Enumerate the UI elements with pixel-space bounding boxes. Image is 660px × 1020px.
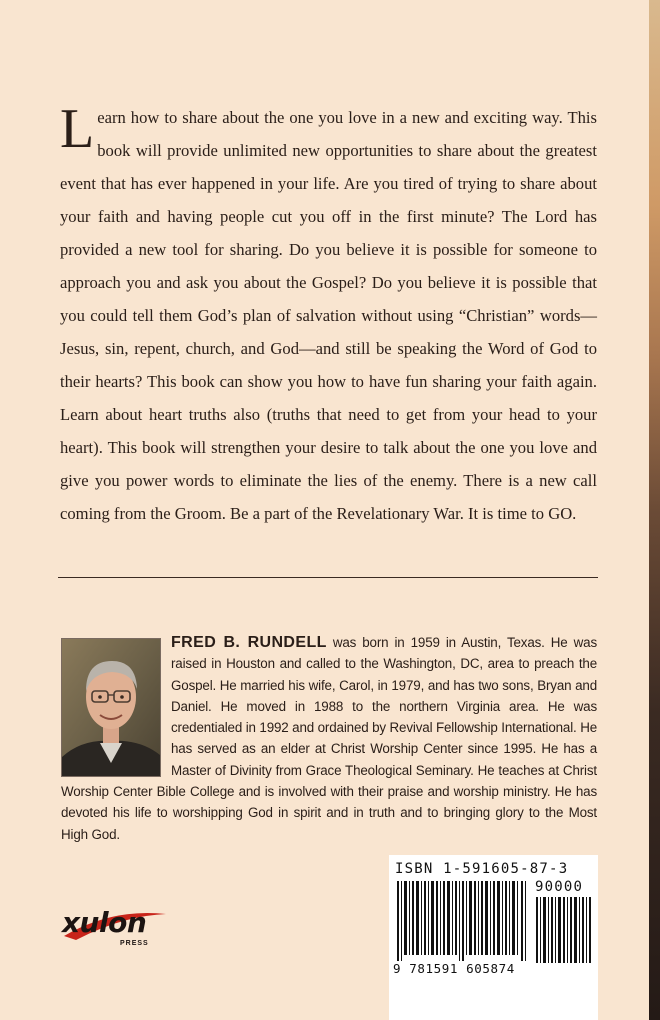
ean-number: 9 781591 605874 — [393, 961, 515, 976]
barcode-addon — [535, 897, 593, 963]
barcode-main — [395, 881, 531, 961]
author-bio — [61, 632, 597, 845]
author-bio-text: was born in 1959 in Austin, Texas. He was raised in Houston and called to the Washington, DC, area to preach the Gospel. He married his wife, Carol, in 1979, and has two sons, Bryan and Daniel. He moved in 1988 to the northern Virginia area. He was credentialed in 1992 and ordained by Revival Fellowship International. He has served as an elder at Christ Worship Center since 1995. He has a Master of Divinity from Grace Theological Seminary. He teaches at Christ Worship Center Bible College and is involved with their praise and worship ministry. He has devoted his life to worshipping God in spirit and in truth and to bringing glory to the Most High God. — [61, 635, 598, 842]
isbn-label: ISBN 1-591605-87-3 — [395, 861, 569, 877]
barcode-box — [389, 855, 598, 1020]
spine-edge — [649, 0, 660, 1020]
publisher-logo-text: xulon — [62, 906, 147, 939]
publisher-logo — [62, 906, 172, 952]
back-cover-blurb — [60, 98, 597, 530]
price-code: 90000 — [535, 879, 584, 895]
section-divider — [58, 577, 598, 578]
blurb-text: earn how to share about the one you love in a new and exciting way. This book will provide unlimited new opportunities to share about the greatest event that has ever happened in your life. Are you tired of trying to share about your faith and having people cut you off in the first minute? The Lord has provided a new tool for sharing. Do you believe it is possible for someone to approach you and ask you about the Gospel? Do you believe it is possible that you could tell them God’s plan of salvation without using “Christian” words—Jesus, sin, repent, church, and God—and still be speaking the Word of God to their hearts? This book can show you how to have fun sharing your faith again. Learn about heart truths also (truths that need to get from your head to your heart). This book will strengthen your desire to talk about the one you love and give you power words to eliminate the lies of the enemy. There is a new call coming from the Groom. Be a part of the Revelationary War. It is time to GO. — [60, 108, 597, 523]
publisher-logo-subtext: PRESS — [120, 940, 149, 947]
author-name: FRED B. RUNDELL — [171, 634, 327, 651]
drop-cap: L — [60, 98, 95, 160]
